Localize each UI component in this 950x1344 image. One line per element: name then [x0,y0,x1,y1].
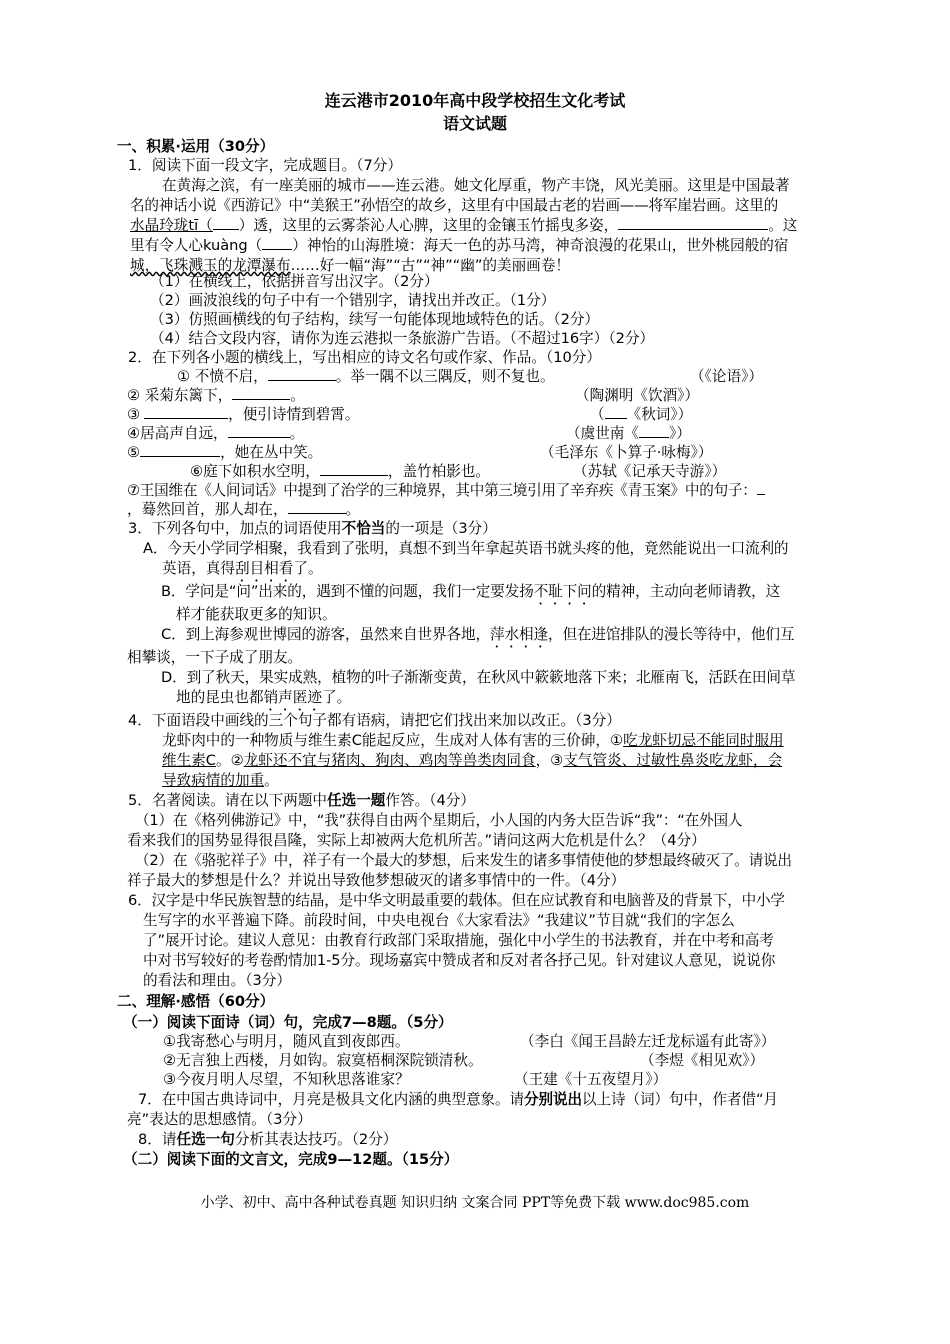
q2-item-7-cont: ，蓦然回首，那人却在， 。 [127,501,361,518]
q4-stem: 4．下面语段中画线的三个句子都有语病，请把它们找出来加以改正。（3分） [128,712,621,729]
q6-line: 中对书写较好的考卷酌情加1-5分。现场嘉宾中赞成者和反对者各抒己见。针对建议人意见，说说你 [143,952,776,969]
poem-line-1-source: （李白《闻王昌龄左迁龙标遥有此寄》） [520,1033,776,1050]
q1-passage-line: 名的神话小说《西游记》中“美猴王”孙悟空的故乡，这里有中国最古老的岩画——将军崖岩画。这里的 [130,197,779,214]
answer-blank[interactable] [639,424,669,438]
poem-line-1: ①我寄愁心与明月，随风直到夜郎西。 [163,1033,410,1050]
q3-option-b: B．学问是“问”出来的，遇到不懂的问题，我们一定要发扬不耻下问的精神，主动向老师请教，这 [161,583,781,600]
q1-passage-line: 在黄海之滨，有一座美丽的城市——连云港。她文化厚重，物产丰饶，风光美丽。这里是中国最著 [162,177,790,194]
q5-sub-2-cont: 祥子最大的梦想是什么？并说出导致他梦想破灭的诸多事情中的一件。（4分） [127,872,626,889]
answer-blank[interactable] [228,424,290,438]
q5-sub-1-cont: 看来我们的国势显得很昌隆，实际上却被两大危机所苦。”请问这两大危机是什么？（4分） [127,832,706,849]
q4-passage-line: 维生素C。②龙虾还不宜与猪肉、狗肉、鸡肉等兽类肉同食，③支气管炎、过敏性鼻炎吃龙虾，会 [162,752,783,769]
q2-item-7: ⑦王国维在《人间词话》中提到了治学的三种境界，其中第三境引用了辛弃疾《青玉案》中的句子： [127,481,765,500]
answer-blank[interactable] [140,443,220,457]
q5-stem: 5．名著阅读。请在以下两题中任选一题作答。（4分） [128,792,475,809]
page-subtitle: 语文试题 [442,114,507,133]
poem-line-3-source: （王建《十五夜望月》） [514,1071,668,1088]
q2-item-3: ③ ，便引诗情到碧霄。 [127,406,360,423]
answer-blank[interactable] [268,367,336,381]
page-title: 连云港市2010年高中段学校招生文化考试 [324,91,626,110]
q2-item-2: ② 采菊东篱下， 。 [127,387,305,404]
q3-option-d: D．到了秋天，果实成熟，植物的叶子渐渐变黄，在秋风中簌簌地落下来；北雁南飞，活跃在田间草 [161,669,796,686]
q3-option-a: A．今天小学同学相聚，我看到了张明，真想不到当年拿起英语书就头疼的他，竟然能说出一口流利的 [143,540,789,557]
q4-passage-line: 导致病情的加重。 [162,772,279,789]
q6-line: 的看法和理由。（3分） [143,972,291,989]
q6-line: 生写字的水平普遍下降。前段时间，中央电视台《大家看法》“我建议”节目就“我们的字怎么 [143,912,735,929]
q3-option-c: C．到上海参观世博园的游客，虽然来自世界各地，萍水相逢，但在进馆排队的漫长等待中，他们互 [161,626,795,643]
q7-stem-cont: 亮”表达的思想感情。（3分） [127,1111,312,1128]
q2-item-1: ① 不愤不启， 。举一隅不以三隅反，则不复也。 [177,368,555,385]
q2-item-4: ④居高声自远， 。 [127,425,305,442]
q3-option-a-cont: 英语，真得刮目相看了。 [162,560,323,577]
q1-sub-3: （3）仿照画横线的句子结构，续写一句能体现地域特色的话。（2分） [150,311,600,328]
section-2-header: 二、理解·感悟（60分） [117,993,275,1010]
q1-sub-2: （2）画波浪线的句子中有一个错别字，请找出并改正。（1分） [150,292,556,309]
answer-blank[interactable] [213,216,239,230]
q1-passage-line: 水晶玲珑tī（ ）透，这里的云雾荼沁人心脾，这里的金镶玉竹摇曳多姿， 。这 [130,217,798,234]
answer-blank[interactable] [757,481,765,495]
answer-blank[interactable] [262,236,292,250]
q3-option-d-cont: 地的昆虫也都销声匿迹了。 [176,689,352,706]
poem-line-2-source: （李煜《相见欢》） [640,1052,765,1069]
answer-blank[interactable] [144,405,228,419]
q2-stem: 2．在下列各小题的横线上，写出相应的诗文名句或作家、作品。（10分） [128,349,601,366]
answer-blank[interactable] [288,500,346,514]
q3-stem: 3．下列各句中，加点的词语使用不恰当的一项是（3分） [128,520,497,537]
page-footer: 小学、初中、高中各种试卷真题 知识归纳 文案合同 PPT等免费下载 www.doc985.com [200,1195,750,1211]
answer-blank[interactable] [618,216,768,230]
q1-passage-line: 里有令人心kuàng（ ）神怡的山海胜境：海天一色的苏马湾，神奇浪漫的花果山，世外桃园般的宿 [130,237,789,254]
poem-line-3: ③今夜月明人尽望，不知秋思落谁家？ [163,1071,410,1088]
answer-blank[interactable] [605,405,627,419]
q6-line: 了”展开讨论。建议人意见：由教育行政部门采取措施，强化中小学生的书法教育，并在中考和高考 [143,932,774,949]
q8-stem: 8．请任选一句分析其表达技巧。（2分） [138,1131,398,1148]
q6-line: 6．汉字是中华民族智慧的结晶，是中华文明最重要的载体。但在应试教育和电脑普及的背景下，中小学 [128,892,785,909]
q1-passage-line: 城，飞珠溅玉的龙潭瀑布……好一幅“海”“古”“神”“幽”的美丽画卷！ [130,257,570,274]
q2-item-2-source: （陶渊明《饮酒》） [575,387,700,404]
q2-item-1-source: （《论语》） [690,368,763,385]
q4-passage-line: 龙虾肉中的一种物质与维生素C能起反应，生成对人体有害的三价砷，①吃龙虾切忌不能同时服用 [162,732,784,749]
q5-sub-1: （1）在《格列佛游记》中，“我”获得自由两个星期后，小人国的内务大臣告诉“我”：“在外国人 [135,812,743,829]
q2-item-3-source: （ 《秋词》） [590,406,693,423]
q1-sub-1: （1）在横线上，依据拼音写出汉字。（2分） [150,273,439,290]
section-1-header: 一、积累·运用（30分） [117,138,275,155]
part-2-header: （二）阅读下面的文言文，完成9—12题。（15分） [123,1151,459,1168]
answer-blank[interactable] [320,462,388,476]
q3-option-c-cont: 相攀谈，一下子成了朋友。 [127,649,303,666]
q2-item-6-source: （苏轼《记承天寺游》） [573,463,727,480]
q2-item-5: ⑤ ，她在丛中笑。 [127,444,323,461]
answer-blank[interactable] [232,386,290,400]
q1-stem: 1．阅读下面一段文字，完成题目。（7分） [128,157,402,174]
part-1-header: （一）阅读下面诗（词）句，完成7—8题。（5分） [123,1014,453,1031]
q1-sub-4: （4）结合文段内容，请你为连云港拟一条旅游广告语。（不超过16字）（2分） [150,330,655,347]
q7-stem: 7．在中国古典诗词中，月亮是极具文化内涵的典型意象。请分别说出以上诗（词）句中，作者借“月 [138,1091,778,1108]
q2-item-6: ⑥庭下如积水空明， ，盖竹柏影也。 [190,463,491,480]
q3-option-b-cont: 样才能获取更多的知识。 [176,606,337,623]
q2-item-4-source: （虞世南《 》） [566,425,691,442]
poem-line-2: ②无言独上西楼，月如钩。寂寞梧桐深院锁清秋。 [163,1052,483,1069]
q5-sub-2: （2）在《骆驼祥子》中，祥子有一个最大的梦想，后来发生的诸多事情使他的梦想最终破灭了。请说出 [135,852,792,869]
q2-item-5-source: （毛泽东《卜算子·咏梅》） [540,444,713,461]
